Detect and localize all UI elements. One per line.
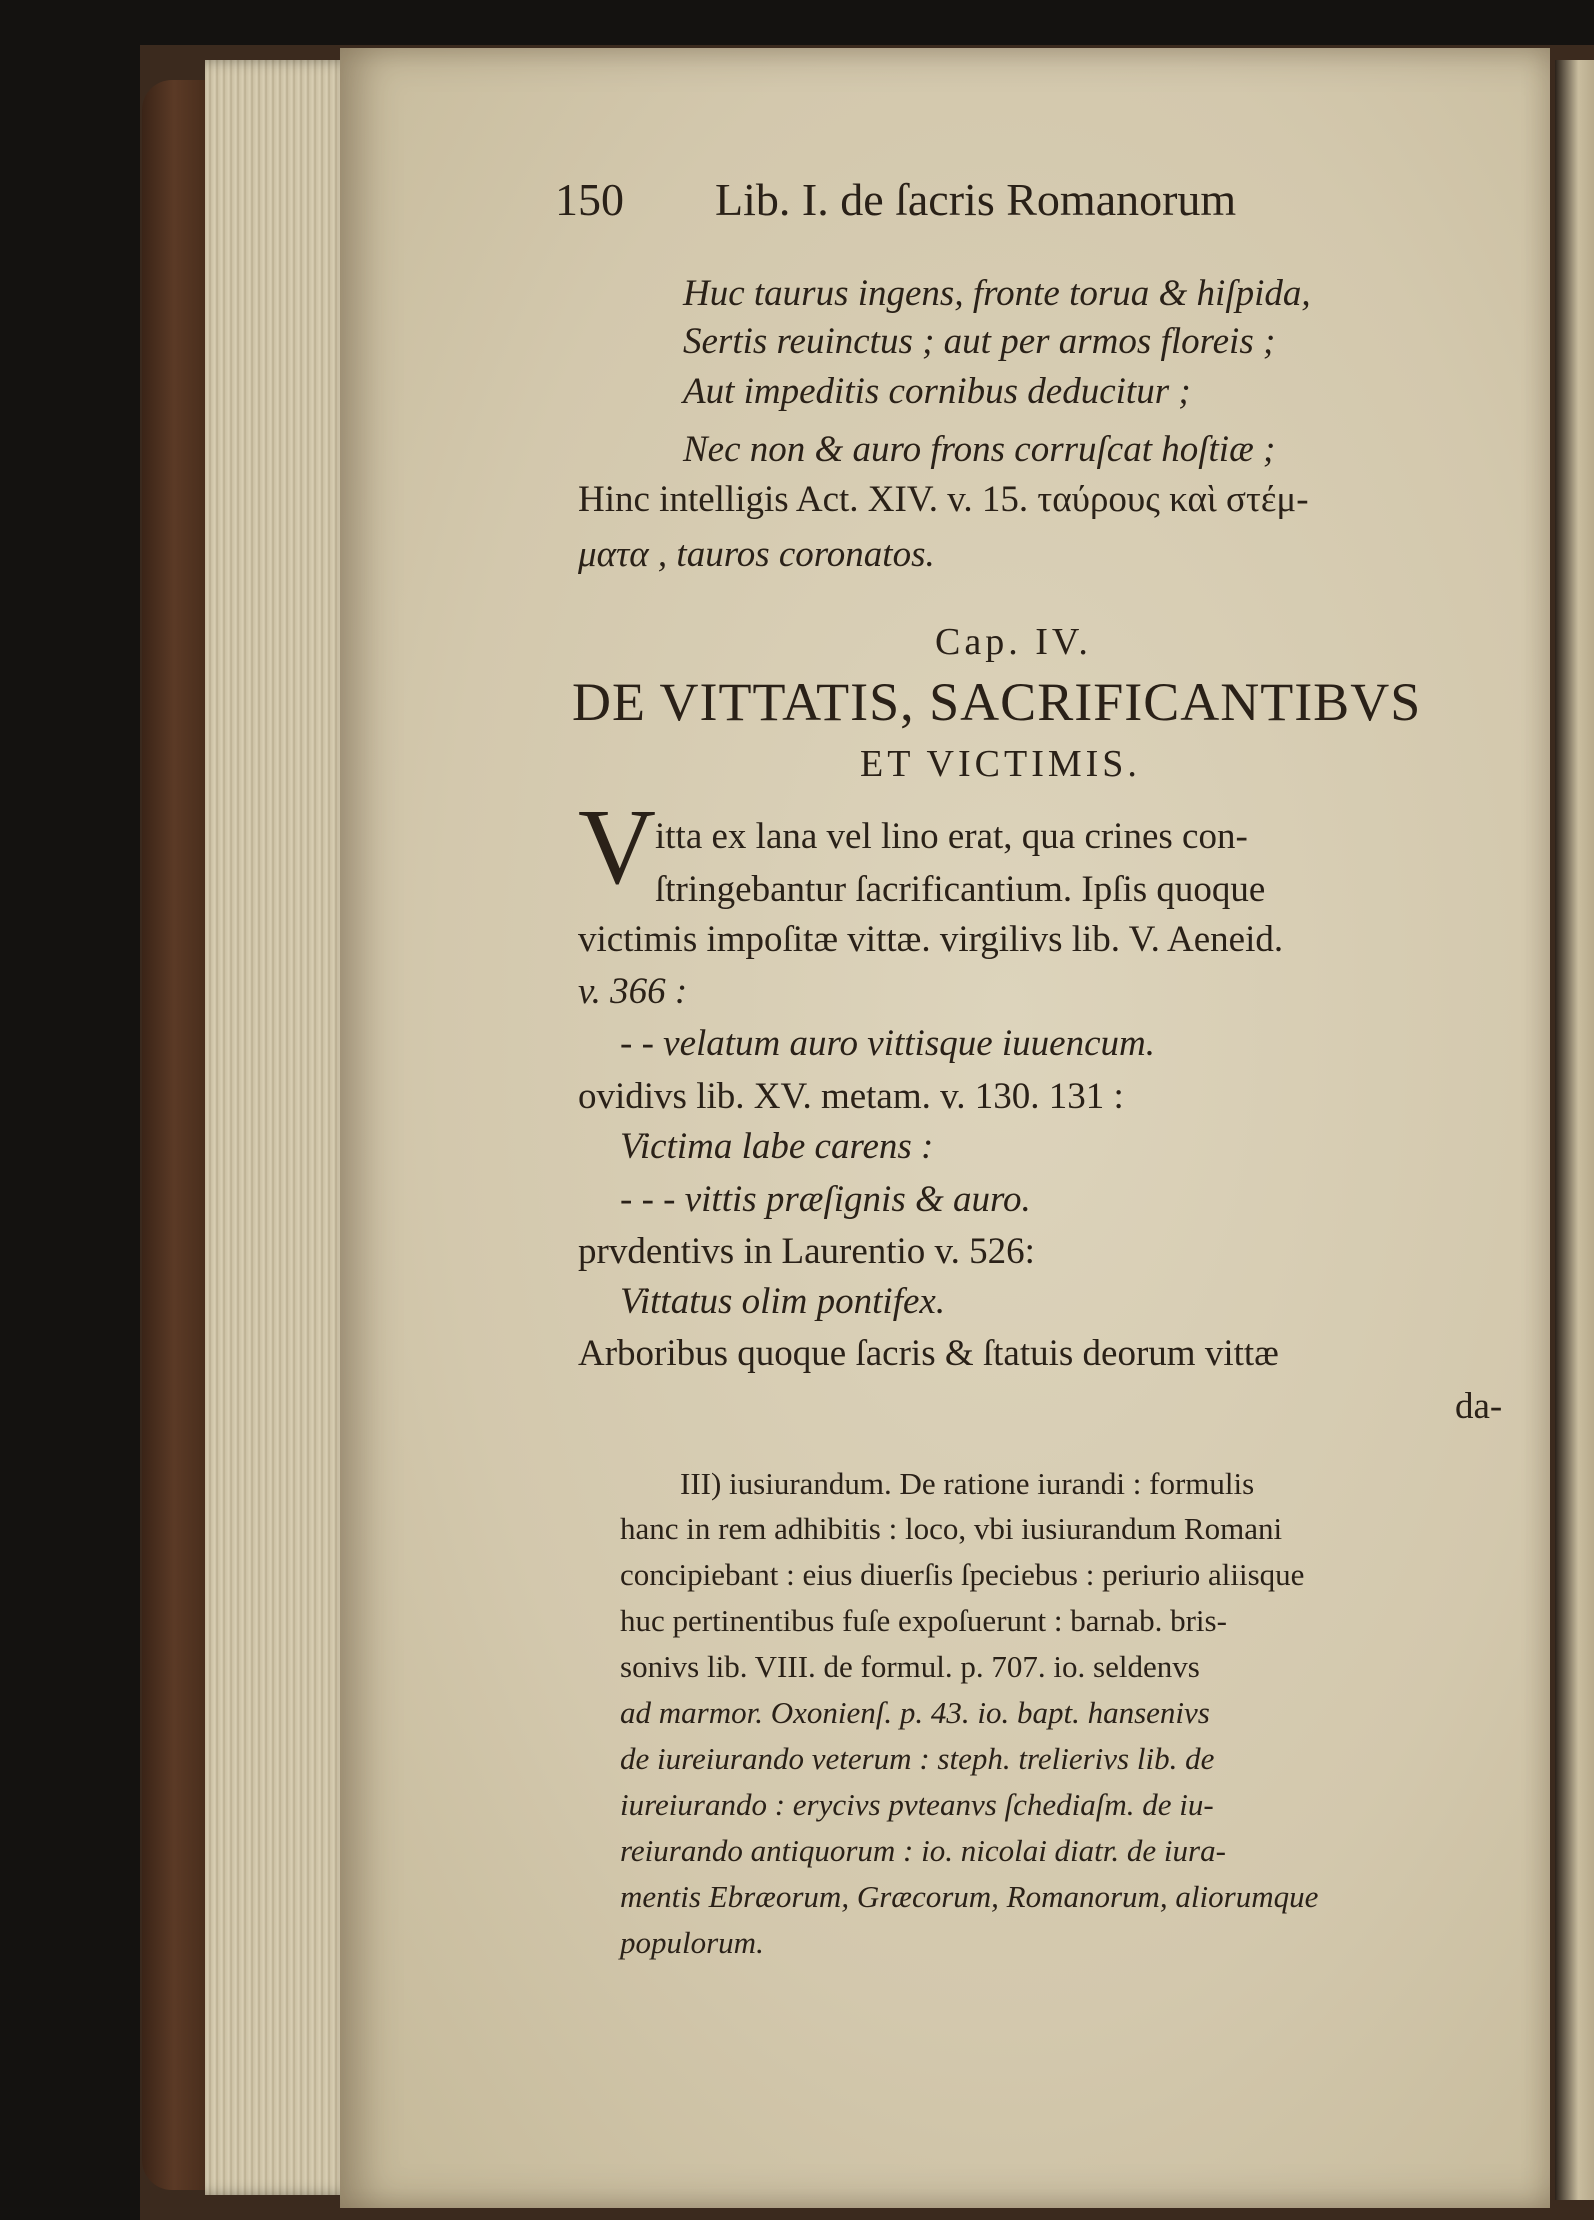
verse-line: Sertis reuinctus ; aut per armos floreis ; [683,321,1276,362]
body-line: prvdentivs in Laurentio v. 526: [578,1231,1035,1272]
footnote-line: concipiebant : eius diuerſis ſpeciebus : periurio aliisque [620,1557,1305,1592]
body-line: Arboribus quoque ſacris & ſtatuis deorum vittæ [578,1333,1279,1374]
footnote-line: sonivs lib. VIII. de formul. p. 707. io. seldenvs [620,1649,1200,1684]
footnote-line: de iureiurando veterum : steph. trelierivs lib. de [620,1741,1215,1776]
footnote-line: huc pertinentibus fuſe expoſuerunt : barnab. bris- [620,1603,1227,1638]
footnote-line: populorum. [620,1925,764,1960]
body-line: ſtringebantur ſacrificantium. Ipſis quoque [655,869,1266,910]
quote-line: Vittatus olim pontifex. [620,1281,946,1322]
footnote-line: hanc in rem adhibitis : loco, vbi iusiurandum Romani [620,1511,1283,1546]
chapter-title: DE VITTATIS, SACRIFICANTIBVS [572,672,1422,732]
body-line: victimis impoſitæ vittæ. virgilivs lib. V. Aeneid. [578,919,1284,960]
page-edges [205,60,355,2195]
footnote-line: iureiurando : erycivs pvteanvs ſchediaſm. de iu- [620,1787,1214,1822]
prose-line: ματα , tauros coronatos. [578,534,935,575]
drop-cap: V [578,788,656,907]
catchword: da- [1455,1386,1503,1427]
footnote-line: reiurando antiquorum : io. nicolai diatr. de iura- [620,1833,1226,1868]
footnote-line: ad marmor. Oxonienſ. p. 43. io. bapt. hansenivs [620,1695,1210,1730]
quote-line: - - - vittis præſignis & auro. [620,1179,1031,1220]
body-line: v. 366 : [578,971,688,1012]
verse-line: Aut impeditis cornibus deducitur ; [683,371,1191,412]
verse-line: Huc taurus ingens, fronte torua & hiſpida, [683,273,1311,314]
footnote-line: mentis Ebræorum, Græcorum, Romanorum, aliorumque [620,1879,1319,1914]
facing-page-edge [1555,60,1594,2200]
quote-line: - - velatum auro vittisque iuuencum. [620,1023,1156,1064]
verse-line: Nec non & auro frons corruſcat hoſtiæ ; [683,429,1276,470]
quote-line: Victima labe carens : [620,1126,934,1167]
body-line: itta ex lana vel lino erat, qua crines con- [655,816,1248,857]
page-number: 150 [555,174,624,225]
running-title: Lib. I. de ſacris Romanorum [715,174,1237,225]
prose-line: Hinc intelligis Act. XIV. v. 15. ταύρους καὶ στέμ- [578,479,1309,520]
body-line: ovidivs lib. XV. metam. v. 130. 131 : [578,1076,1124,1117]
chapter-subtitle: ET VICTIMIS. [860,743,1141,785]
footnote-line: III) iusiurandum. De ratione iurandi : formulis [680,1466,1255,1501]
chapter-label: Cap. IV. [935,621,1092,663]
